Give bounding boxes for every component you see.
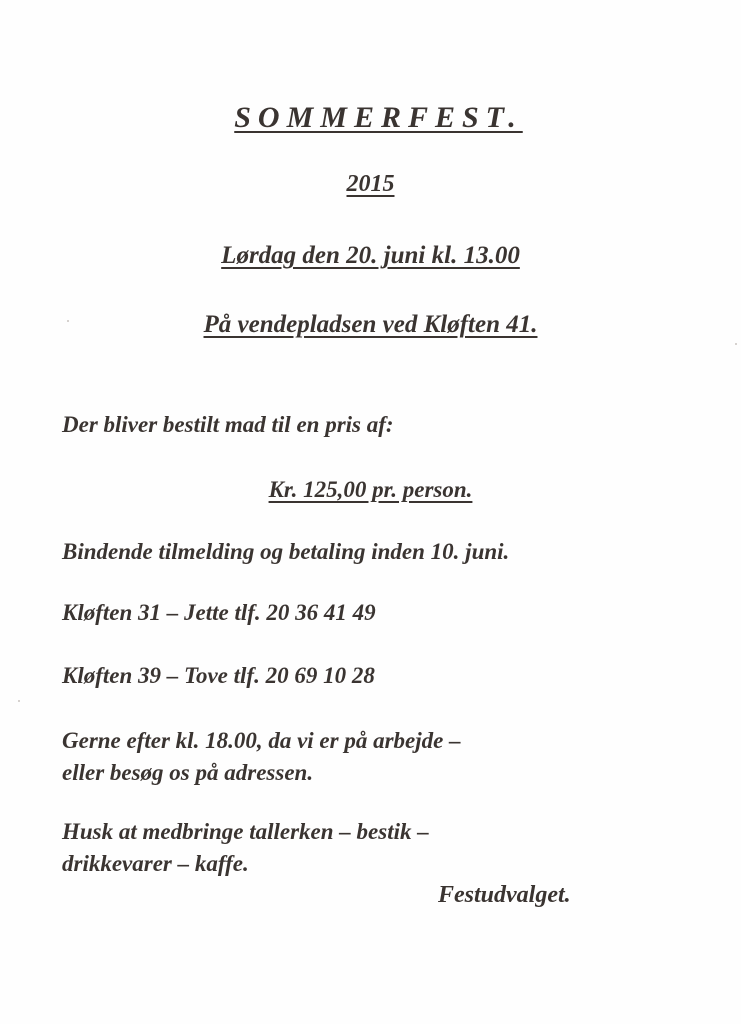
contact-jette: Kløften 31 – Jette tlf. 20 36 41 49 [62, 600, 376, 625]
price-per-person: Kr. 125,00 pr. person. [268, 477, 473, 502]
registration-deadline: Bindende tilmelding og betaling inden 10. juni. [62, 539, 510, 564]
event-location: På vendepladsen ved Kløften 41. [203, 311, 538, 338]
bring-items-line-1: Husk at medbringe tallerken – bestik – [62, 819, 429, 844]
scan-speck [18, 700, 20, 702]
scan-speck [735, 343, 737, 345]
contact-tove: Kløften 39 – Tove tlf. 20 69 10 28 [62, 663, 375, 688]
call-time-line-2: eller besøg os på adressen. [62, 760, 314, 785]
bring-items-line-2: drikkevarer – kaffe. [62, 851, 249, 876]
call-time-line-1: Gerne efter kl. 18.00, da vi er på arbejde – [62, 728, 461, 753]
signature: Festudvalget. [438, 882, 571, 908]
event-date: Lørdag den 20. juni kl. 13.00 [221, 242, 520, 269]
notice-title: SOMMERFEST. [234, 101, 523, 134]
food-intro: Der bliver bestilt mad til en pris af: [62, 412, 394, 437]
event-year: 2015 [346, 171, 395, 197]
scan-speck [67, 320, 69, 322]
